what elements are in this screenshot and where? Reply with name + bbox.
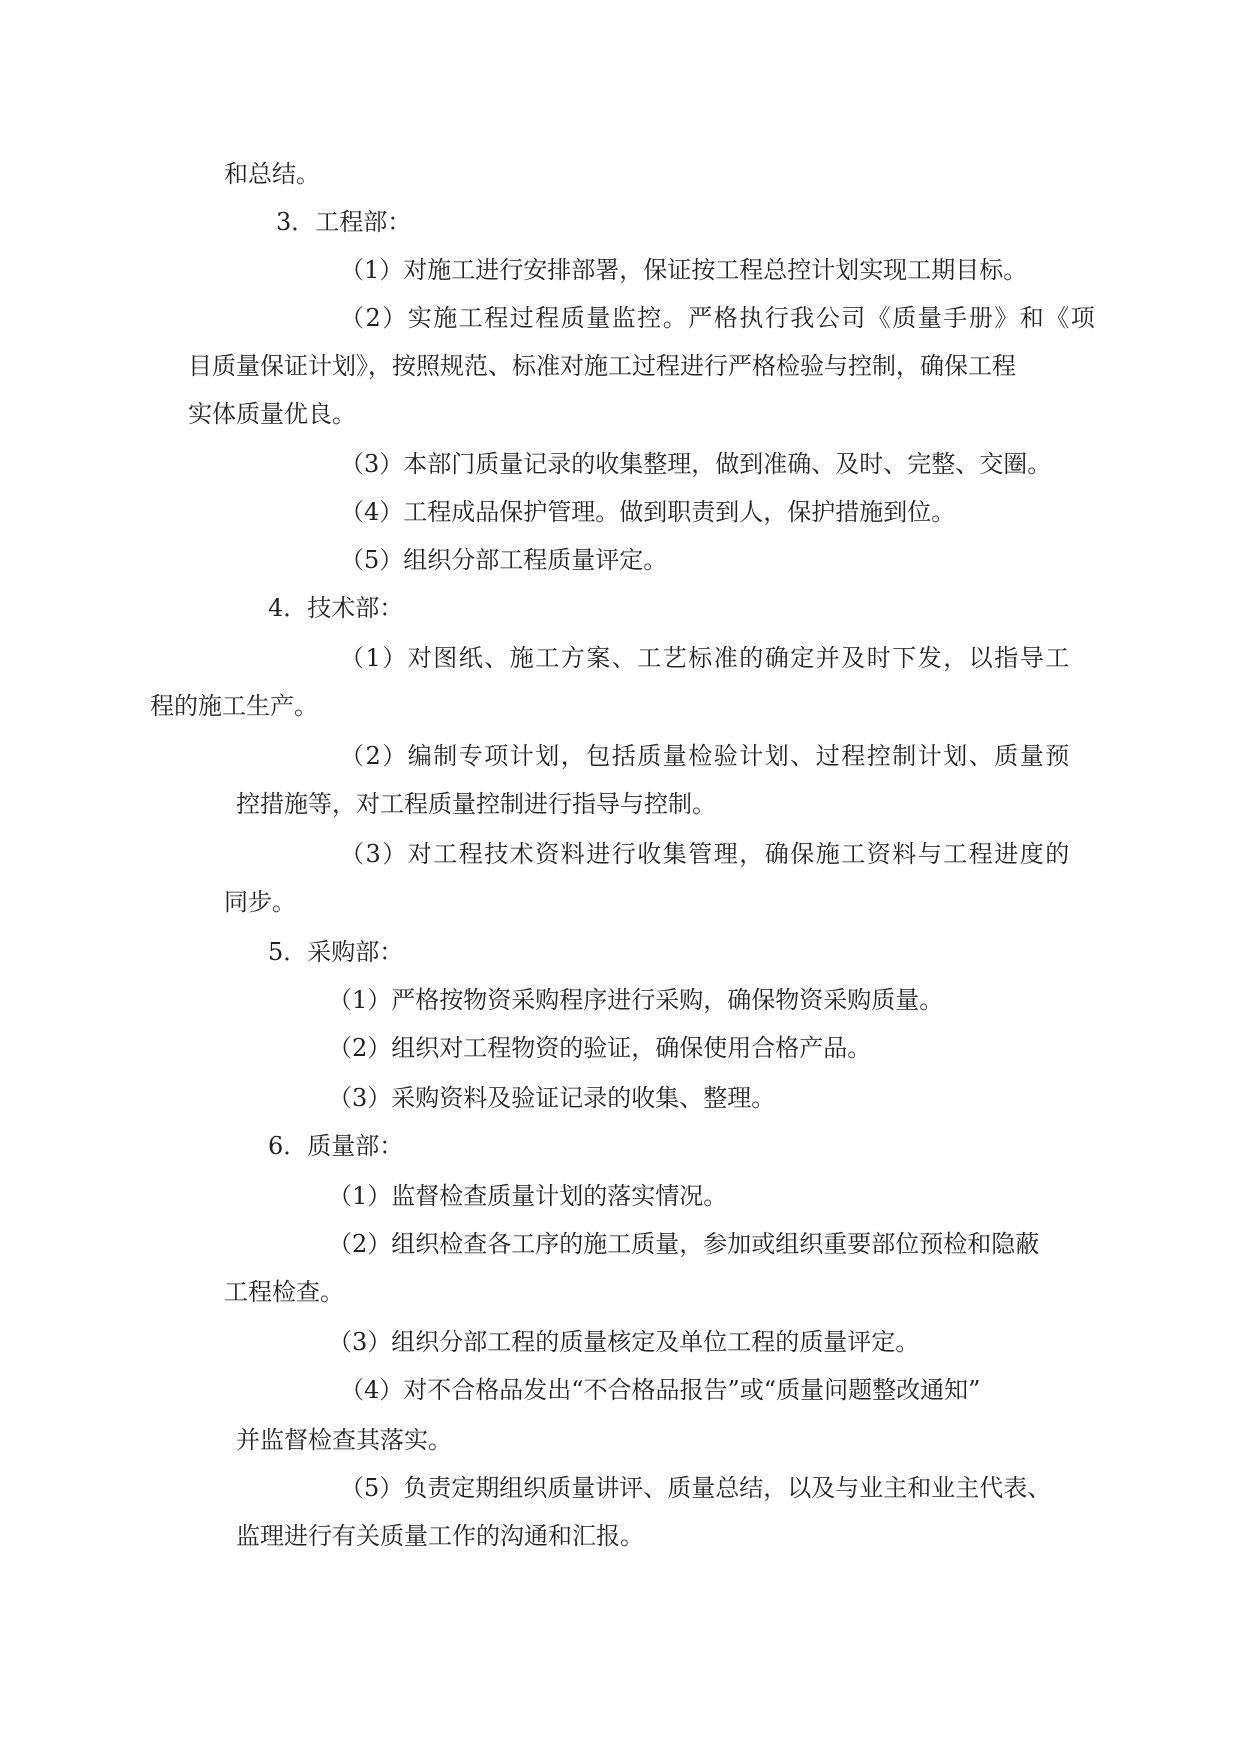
list-item-text: 工程检查。: [224, 1278, 344, 1306]
list-item-text: 并监督检查其落实。: [236, 1426, 452, 1454]
section-heading: 4．技术部：: [268, 594, 404, 622]
list-item-text: （4）对不合格品发出“不合格品报告”或“质量问题整改通知”: [340, 1376, 981, 1404]
list-item-text: （3）本部门质量记录的收集整理，做到准确、及时、完整、交圈。: [340, 450, 1052, 478]
section-heading: 6．质量部：: [268, 1132, 404, 1160]
list-item-text: （3）组织分部工程的质量核定及单位工程的质量评定。: [328, 1328, 920, 1356]
list-item-text: （5）负责定期组织质量讲评、质量总结，以及与业主和业主代表、: [340, 1474, 1052, 1502]
list-item-text: （2）实施工程过程质量监控。严格执行我公司《质量手册》和《项: [340, 304, 1097, 332]
list-item-text: （3）采购资料及验证记录的收集、整理。: [328, 1084, 776, 1112]
list-item-text: （1）严格按物资采购程序进行采购，确保物资采购质量。: [328, 986, 944, 1014]
list-item-text: （2）组织对工程物资的验证，确保使用合格产品。: [328, 1034, 872, 1062]
list-item-text: 同步。: [224, 888, 296, 916]
list-item-text: （2）编制专项计划，包括质量检验计划、过程控制计划、质量预: [340, 742, 1071, 770]
list-item-text: （1）对施工进行安排部署，保证按工程总控计划实现工期目标。: [340, 256, 1028, 284]
list-item-text: 监理进行有关质量工作的沟通和汇报。: [236, 1522, 644, 1550]
list-item-text: 控措施等，对工程质量控制进行指导与控制。: [236, 790, 716, 818]
list-item-text: 程的施工生产。: [150, 692, 318, 720]
list-item-text: 目质量保证计划》，按照规范、标准对施工过程进行严格检验与控制，确保工程: [188, 352, 1016, 380]
list-item-text: （5）组织分部工程质量评定。: [340, 546, 668, 574]
list-item-text: （1）对图纸、施工方案、工艺标准的确定并及时下发，以指导工: [340, 644, 1071, 672]
list-item-text: （1）监督检查质量计划的落实情况。: [328, 1182, 728, 1210]
section-heading: 5．采购部：: [268, 938, 404, 966]
list-item-text: 实体质量优良。: [188, 400, 356, 428]
continuation-text: 和总结。: [224, 160, 320, 188]
list-item-text: （3）对工程技术资料进行收集管理，确保施工资料与工程进度的: [340, 840, 1071, 868]
section-heading: 3．工程部：: [276, 208, 412, 236]
list-item-text: （4）工程成品保护管理。做到职责到人，保护措施到位。: [340, 498, 956, 526]
list-item-text: （2）组织检查各工序的施工质量，参加或组织重要部位预检和隐蔽: [328, 1230, 1040, 1258]
